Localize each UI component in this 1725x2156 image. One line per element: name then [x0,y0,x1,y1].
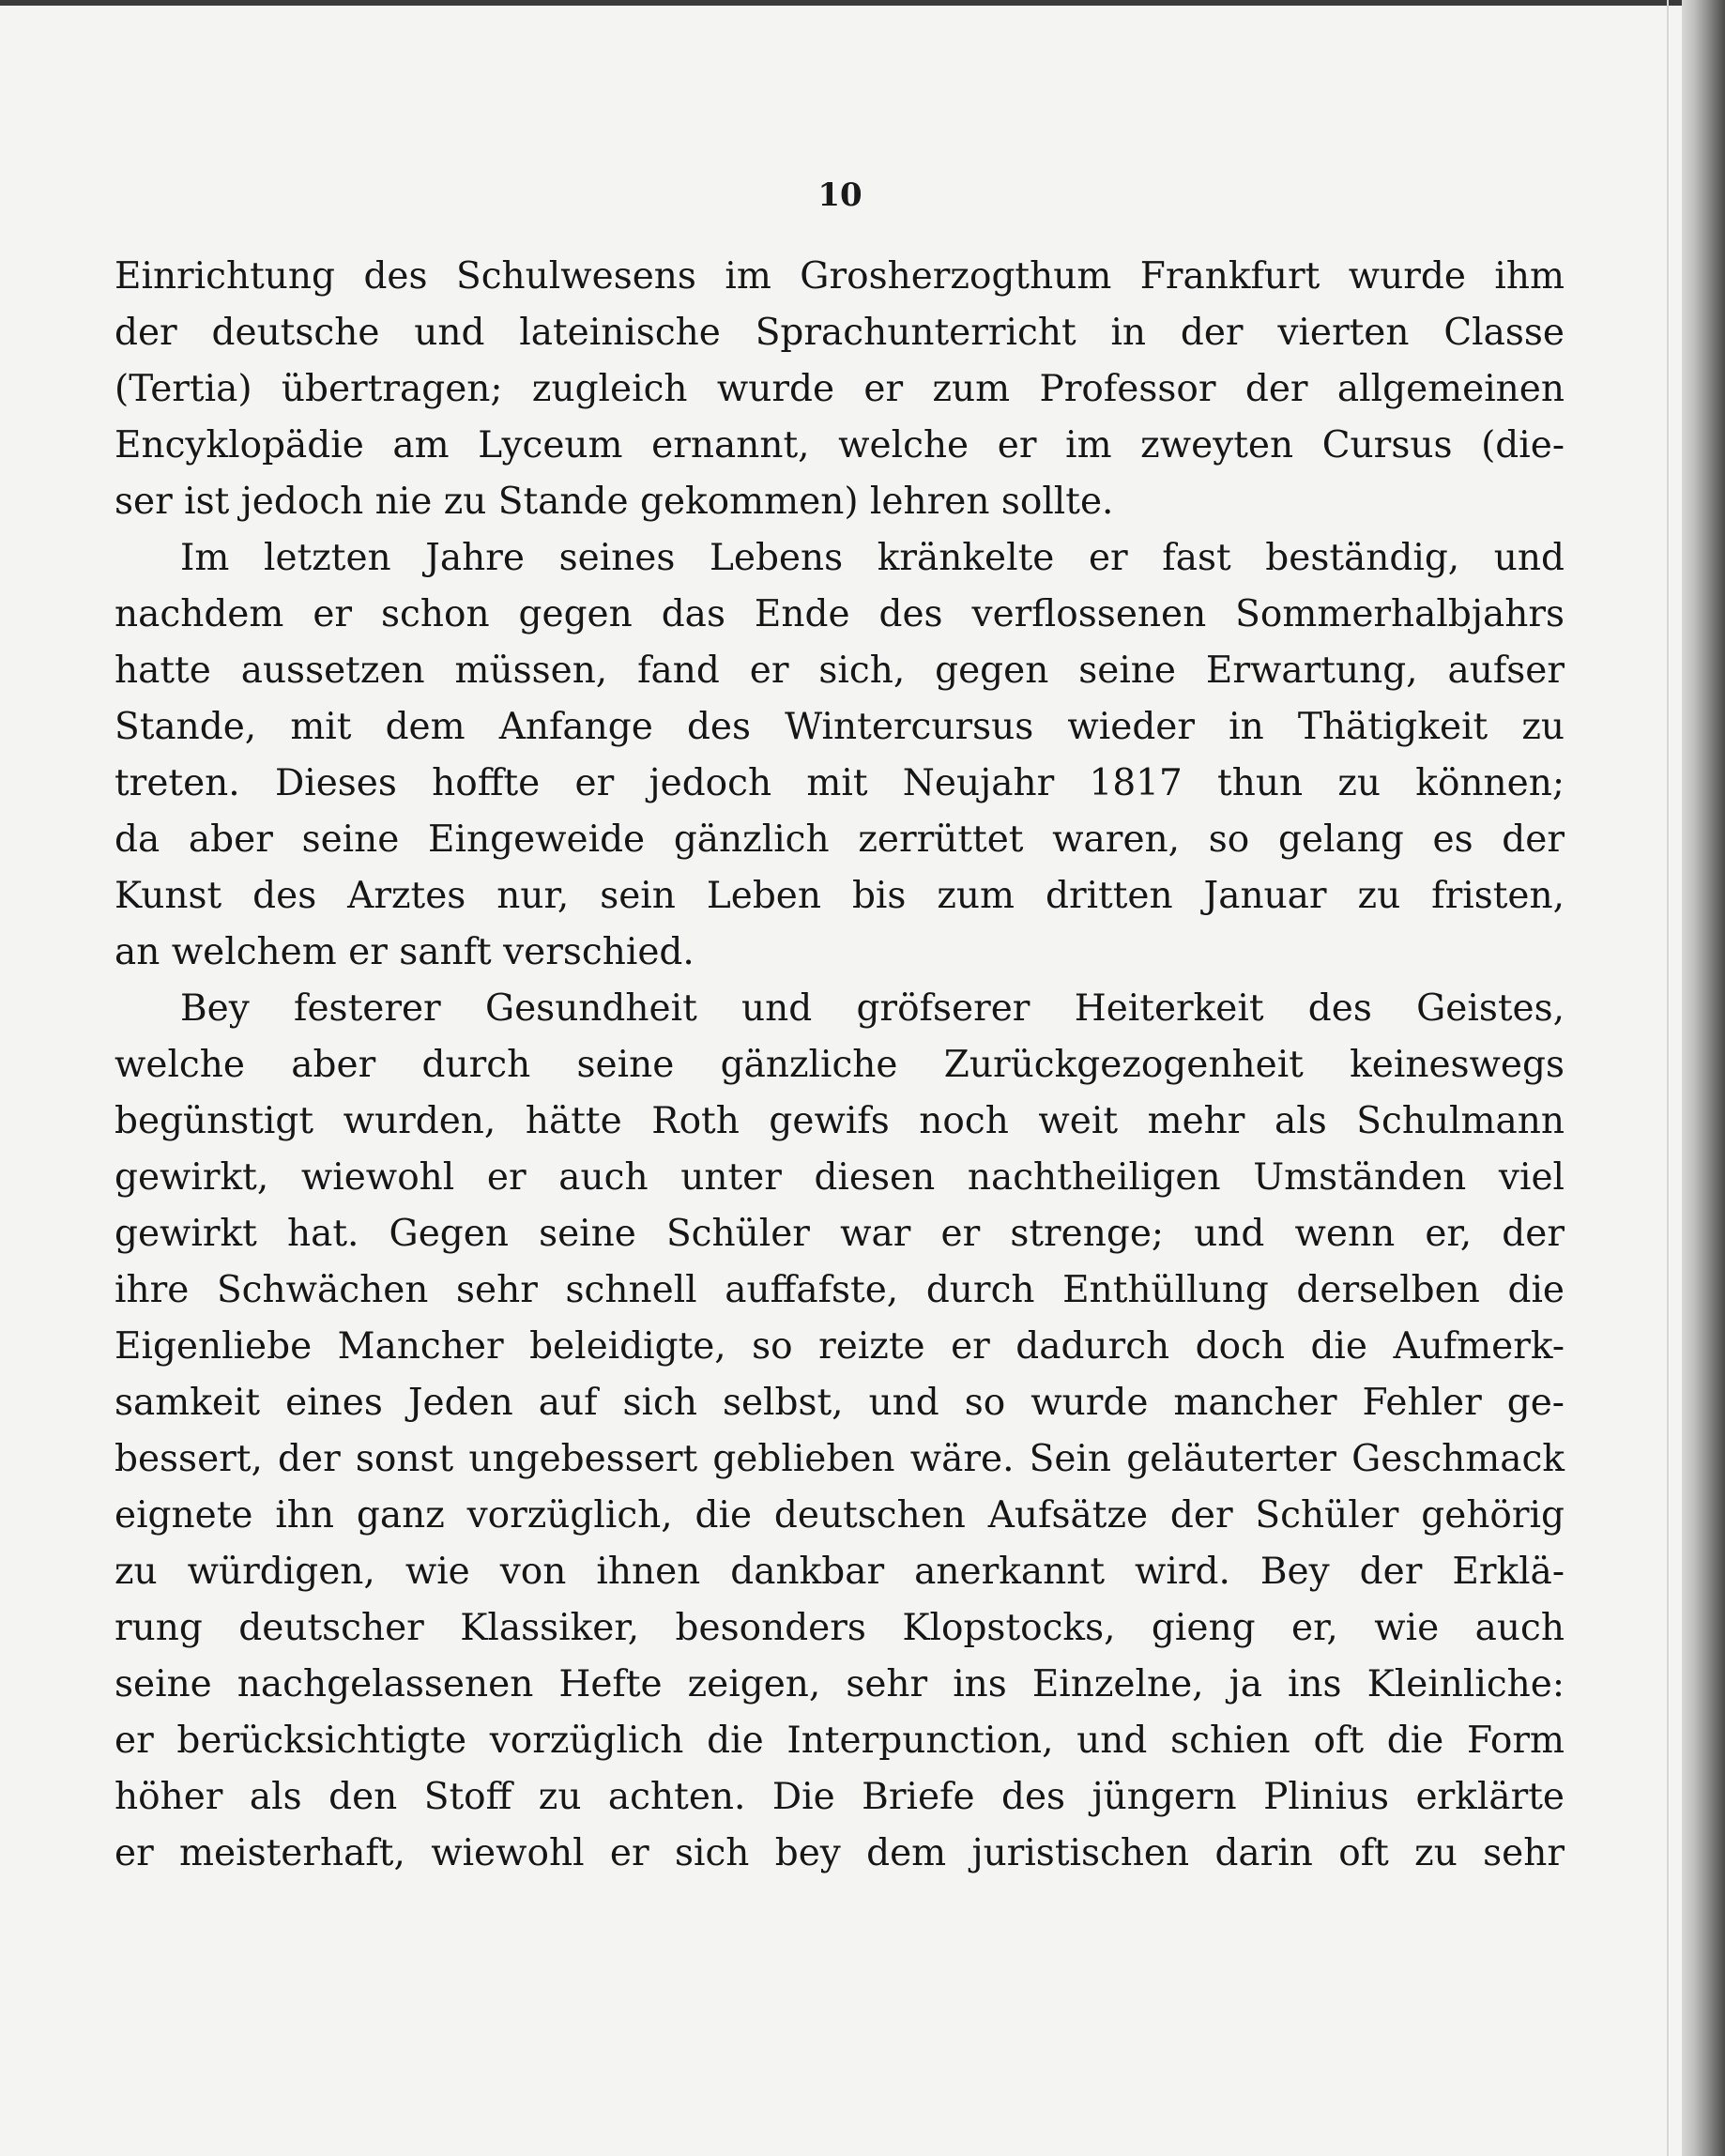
text-line: der deutsche und lateinische Sprachunterricht in der vierten Classe [114,312,1565,354]
text-line: hatte aussetzen müssen, fand er sich, gegen seine Erwartung, aufser [114,650,1565,692]
gutter-line [1667,0,1669,2156]
text-line: begünstigt wurden, hätte Roth gewifs noch weit mehr als Schulmann [114,1100,1565,1142]
text-line: rung deutscher Klassiker, besonders Klopstocks, gieng er, wie auch [114,1607,1565,1649]
text-line: welche aber durch seine gänzliche Zurückgezogenheit keineswegs [114,1044,1565,1086]
top-page-edge [0,0,1725,6]
text-line: Eigenliebe Mancher beleidigte, so reizte er dadurch doch die Aufmerk- [114,1325,1565,1368]
text-line: bessert, der sonst ungebessert geblieben wäre. Sein geläuterter Geschmack [114,1438,1565,1480]
text-line: er berücksichtigte vorzüglich die Interpunction, und schien oft die Form [114,1720,1565,1762]
text-line: gewirkt hat. Gegen seine Schüler war er strenge; und wenn er, der [114,1213,1565,1255]
text-line: eignete ihn ganz vorzüglich, die deutschen Aufsätze der Schüler gehörig [114,1494,1565,1537]
text-line: Kunst des Arztes nur, sein Leben bis zum dritten Januar zu fristen, [114,875,1565,917]
text-line: Stande, mit dem Anfange des Wintercursus wieder in Thätigkeit zu [114,706,1565,748]
text-line: samkeit eines Jeden auf sich selbst, und so wurde mancher Fehler ge- [114,1382,1565,1424]
text-line: an welchem er sanft verschied. [114,931,695,973]
text-line: nachdem er schon gegen das Ende des verflossenen Sommerhalbjahrs [114,593,1565,635]
text-line: Bey festerer Gesundheit und gröfserer Heiterkeit des Geistes, [180,987,1565,1030]
text-line: Einrichtung des Schulwesens im Grosherzogthum Frankfurt wurde ihm [114,255,1565,298]
text-line: ihre Schwächen sehr schnell auffafste, durch Enthüllung derselben die [114,1269,1565,1311]
text-line: Im letzten Jahre seines Lebens kränkelte er fast beständig, und [180,537,1565,579]
text-line: (Tertia) übertragen; zugleich wurde er zum Professor der allgemeinen [114,368,1565,410]
text-line: treten. Dieses hoffte er jedoch mit Neujahr 1817 thun zu können; [114,762,1565,804]
text-line: seine nachgelassenen Hefte zeigen, sehr ins Einzelne, ja ins Kleinliche: [114,1663,1565,1705]
text-line: höher als den Stoff zu achten. Die Briefe des jüngern Plinius erklärte [114,1776,1565,1818]
text-line: gewirkt, wiewohl er auch unter diesen nachtheiligen Umständen viel [114,1156,1565,1199]
text-line: ser ist jedoch nie zu Stande gekommen) lehren sollte. [114,481,1114,523]
text-line: zu würdigen, wie von ihnen dankbar anerkannt wird. Bey der Erklä- [114,1551,1565,1593]
text-line: Encyklopädie am Lyceum ernannt, welche er im zweyten Cursus (die- [114,424,1565,466]
right-page-edge [1682,0,1725,2156]
page-number: 10 [817,176,862,214]
text-line: er meisterhaft, wiewohl er sich bey dem juristischen darin oft zu sehr [114,1832,1565,1874]
text-line: da aber seine Eingeweide gänzlich zerrüttet waren, so gelang es der [114,818,1565,861]
